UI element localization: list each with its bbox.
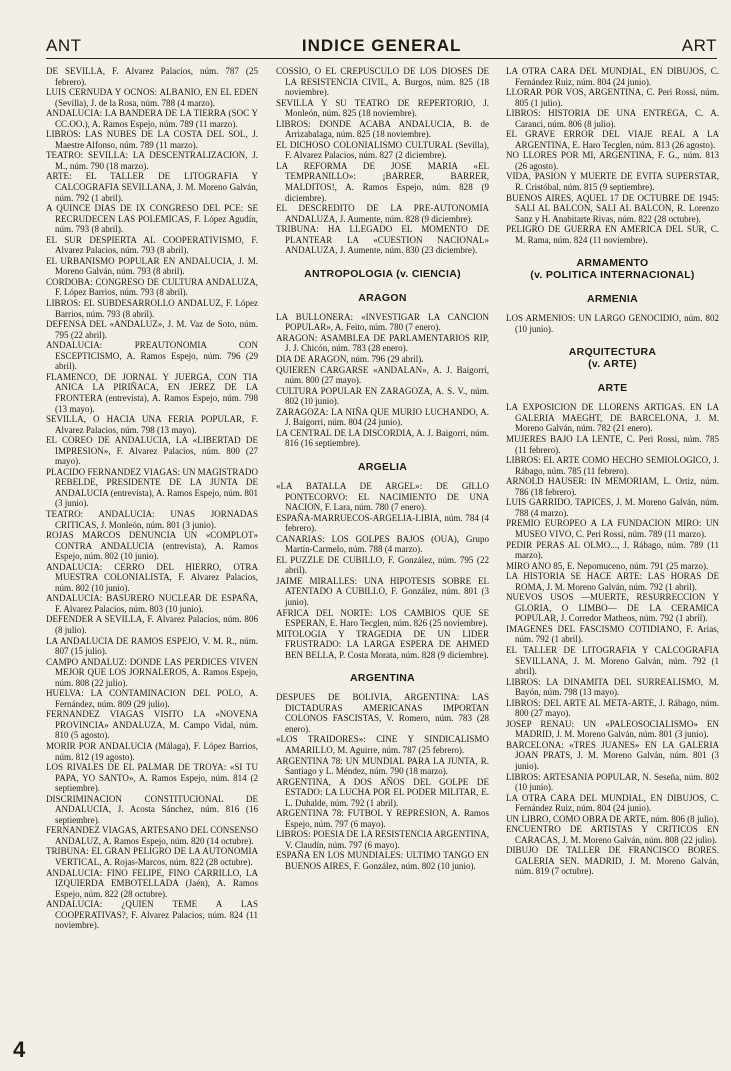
index-entry: ESPAÑA EN LOS MUNDIALES: ULTIMO TANGO EN BUENOS AIRES, F. González, núm. 802 (10 junio). bbox=[276, 850, 489, 871]
index-entry: UN LIBRO, COMO OBRA DE ARTE, núm. 806 (8 julio). bbox=[506, 813, 719, 824]
index-entry: LA HISTORIA SE HACE ARTE: LAS HORAS DE ROMA, J. M. Moreno Galván, núm. 792 (1 abril). bbox=[506, 571, 719, 592]
index-entry: BUENOS AIRES, AQUEL 17 DE OCTUBRE DE 1945: SALI AL BALCON, SALI AL BALCON, R. Lorenzo Sanz y H. Anabitarte Rivas, núm. 822 (28 octubre). bbox=[506, 192, 719, 224]
index-entry: LA OTRA CARA DEL MUNDIAL, EN DIBUJOS, C. Fernández Ruiz, núm. 804 (24 junio). bbox=[506, 792, 719, 814]
page-title: INDICE GENERAL bbox=[301, 36, 462, 55]
index-entry: AFRICA DEL NORTE: LOS CAMBIOS QUE SE ESPERAN, E. Haro Tecglen, núm. 826 (25 noviembre). bbox=[276, 607, 489, 629]
index-entry: ANDALUCIA: CERRO DEL HIERRO, OTRA MUESTRA COLONIALISTA, F. Alvarez Palacios, núm. 802 (10 junio). bbox=[46, 561, 258, 593]
index-entry: NO LLORES POR MI, ARGENTINA, F. G., núm. 813 (26 agosto). bbox=[506, 150, 719, 171]
index-entry: LA BULLONERA: «INVESTIGAR LA CANCION POPULAR», A. Feito, núm. 780 (7 enero). bbox=[276, 311, 489, 333]
entry-list bbox=[276, 692, 489, 871]
index-entry: ENCUENTRO DE ARTISTAS Y CRITICOS EN CARACAS, J. M. Moreno Galván, núm. 808 (22 julio). bbox=[506, 824, 719, 845]
index-entry: LUIS CERNUDA Y OCNOS: ALBANIO, EN EL EDEN (Sevilla), J. de la Rosa, núm. 788 (4 marzo). bbox=[46, 87, 258, 108]
index-entry: LIBROS: DONDE ACABA ANDALUCIA, B. de Arrizabalaga, núm. 825 (18 noviembre). bbox=[276, 118, 489, 140]
index-entry: LOS RIVALES DE EL PALMAR DE TROYA: «SI TU PAPA, YO SANTO», A. Ramos Espejo, núm. 814 (2 septiembre). bbox=[46, 762, 258, 794]
index-entry: COSSIO, O EL CREPUSCULO DE LOS DIOSES DE LA RESISTENCIA CIVIL, A. Burgos, núm. 825 (18 noviembre). bbox=[276, 66, 489, 98]
index-entry: CULTURA POPULAR EN ZARAGOZA, A. S. V., núm. 802 (10 junio). bbox=[276, 385, 489, 407]
index-entry: «LA BATALLA DE ARGEL»: DE GILLO PONTECORVO: EL NACIMIENTO DE UNA NACION, F. Lara, núm. 780 (7 enero). bbox=[276, 480, 489, 513]
index-entry: LIBROS: LAS NUBES DE LA COSTA DEL SOL, J. Maestre Alfonso, núm. 789 (11 marzo). bbox=[46, 129, 258, 150]
index-entry: LIBROS: EL SUBDESARROLLO ANDALUZ, F. López Barrios, núm. 793 (8 abril). bbox=[46, 298, 258, 319]
heading-line: ARQUITECTURA bbox=[568, 346, 657, 359]
index-entry: LIBROS: ARTESANIA POPULAR, N. Seseña, núm. 802 (10 junio). bbox=[506, 771, 719, 793]
index-entry: PREMIO EUROPEO A LA FUNDACION MIRO: UN MUSEO VIVO, C. Peri Rossi, núm. 789 (11 marzo). bbox=[506, 518, 719, 539]
section-heading-aragon: ARAGON bbox=[358, 291, 407, 304]
entry-list bbox=[506, 313, 719, 334]
index-entry: ZARAGOZA: LA NIÑA QUE MURIO LUCHANDO, A. J. Baigorri, núm. 804 (24 junio). bbox=[276, 406, 489, 428]
index-entry: TEATRO: ANDALUCIA: UNAS JORNADAS CRITICAS, J. Monleón, núm. 801 (3 junio). bbox=[46, 508, 258, 530]
index-entry: EL URBANISMO POPULAR EN ANDALUCIA, J. M. Moreno Galván, núm. 793 (8 abril). bbox=[46, 255, 258, 277]
index-entry: PLACIDO FERNANDEZ VIAGAS: UN MAGISTRADO REBELDE, PRESIDENTE DE LA JUNTA DE ANDALUCIA (entrevista), A. Ramos Espejo, núm. 801 (3 junio). bbox=[46, 466, 258, 509]
index-entry: LIBROS: POESIA DE LA RESISTENCIA ARGENTINA, V. Claudín, núm. 797 (6 mayo). bbox=[276, 829, 489, 850]
index-entry: ARTE: EL TALLER DE LITOGRAFIA Y CALCOGRAFIA SEVILLANA, J. M. Moreno Galván, núm. 792 (1 abril). bbox=[46, 171, 258, 203]
index-entry: PEDIR PERAS AL OLMO..., J. Rábago, núm. 789 (11 marzo). bbox=[506, 539, 719, 561]
index-entry: «LOS TRAIDORES»: CINE Y SINDICALISMO AMARILLO, M. Aguirre, núm. 787 (25 febrero). bbox=[276, 734, 489, 755]
index-entry: EL COREO DE ANDALUCIA, LA «LIBERTAD DE IMPRESION», F. Alvarez Palacios, núm. 800 (27 mayo). bbox=[46, 435, 258, 467]
index-entry: LIBROS: LA DINAMITA DEL SURREALISMO, M. Bayón, núm. 798 (13 mayo). bbox=[506, 676, 719, 698]
index-entry: LA ANDALUCIA DE RAMOS ESPEJO, V. M. R., núm. 807 (15 julio). bbox=[46, 635, 258, 657]
index-entry: BARCELONA: «TRES JUANES» EN LA GALERIA JOAN PRATS, J. M. Moreno Galván, núm. 801 (3 junio). bbox=[506, 739, 719, 771]
index-entry: HUELVA: LA CONTAMINACION DEL POLO, A. Fernández, núm. 809 (29 julio). bbox=[46, 688, 258, 709]
index-entry: DIA DE ARAGON, núm. 796 (29 abril). bbox=[276, 354, 424, 365]
index-entry: FERNANDEZ VIAGAS VISITO LA «NOVENA PROVINCIA» ANDALUZA, M. Campo Vidal, núm. 810 (5 agosto). bbox=[46, 709, 258, 741]
header-left-keyword: ANT bbox=[46, 36, 82, 55]
index-entry: LIBROS: EL ARTE COMO HECHO SEMIOLOGICO, J. Rábago, núm. 785 (11 febrero). bbox=[506, 455, 719, 476]
index-entry: QUIEREN CARGARSE «ANDALAN», A. J. Baigorri, núm. 800 (27 mayo). bbox=[276, 364, 489, 386]
index-entry: ARAGON: ASAMBLEA DE PARLAMENTARIOS RIP, J. J. Chicón, núm. 783 (28 enero). bbox=[276, 332, 489, 354]
index-entry: JOSEP RENAU: UN «PALEOSOCIALISMO» EN MADRID, J. M. Moreno Galván, núm. 801 (3 junio). bbox=[506, 718, 719, 740]
index-entry: EL PUZZLE DE CUBILLO, F. González, núm. 795 (22 abril). bbox=[276, 554, 489, 576]
index-entry: IMAGENES DEL FASCISMO COTIDIANO, F. Arias, núm. 792 (1 abril). bbox=[506, 623, 719, 645]
index-entry: CANARIAS: LOS GOLPES BAJOS (OUA), Grupo Martín-Carmelo, núm. 788 (4 marzo). bbox=[276, 533, 489, 555]
index-entry: DEFENSA DEL «ANDALUZ», J. M. Vaz de Soto, núm. 795 (22 abril). bbox=[46, 319, 258, 340]
index-entry: LUIS GARRIDO. TAPICES, J. M. Moreno Galván, núm. 788 (4 marzo). bbox=[506, 497, 719, 518]
index-entry: LA REFORMA DE JOSE MARIA «EL TEMPRANILLO»: ¡BARRER, BARRER, MALDITOS!, A. Ramos Espejo, núm. 828 (9 diciembre). bbox=[276, 160, 489, 203]
index-entry: ESPAÑA-MARRUECOS-ARGELIA-LIBIA, núm. 784 (4 febrero). bbox=[276, 512, 489, 534]
index-entry: MITOLOGIA Y TRAGEDIA DE UN LIDER FRUSTRADO: LA LARGA ESPERA DE AHMED BEN BELLA, P. Costa Morata, núm. 828 (9 diciembre). bbox=[276, 628, 489, 660]
heading-line: (v. POLITICA INTERNACIONAL) bbox=[530, 269, 695, 282]
index-entry: EL TALLER DE LITOGRAFIA Y CALCOGRAFIA SEVILLANA, J. M. Moreno Galván, núm. 792 (1 abril). bbox=[506, 644, 719, 677]
index-entry: EL SUR DESPIERTA AL COOPERATIVISMO, F. Alvarez Palacios, núm. 793 (8 abril). bbox=[46, 234, 258, 256]
index-entry: VIDA, PASION Y MUERTE DE EVITA SUPERSTAR, R. Cristóbal, núm. 815 (9 septiembre). bbox=[506, 171, 719, 193]
index-entry: LOS ARMENIOS: UN LARGO GENOCIDIO, núm. 802 (10 junio). bbox=[506, 313, 719, 334]
index-entry: DISCRIMINACION CONSTITUCIONAL DE ANDALUCIA, J. Acosta Sánchez, núm. 816 (16 septiembre). bbox=[46, 793, 258, 825]
index-entry: ANDALUCIA: LA BANDERA DE LA TIERRA (SOC Y CC.OO.), A. Ramos Espejo, núm. 789 (11 marzo). bbox=[46, 108, 258, 129]
index-entry: MORIR POR ANDALUCIA (Málaga), F. López Barrios, núm. 812 (19 agosto). bbox=[46, 741, 258, 762]
index-entry: LA OTRA CARA DEL MUNDIAL, EN DIBUJOS, C. Fernández Ruiz, núm. 804 (24 junio). bbox=[506, 66, 719, 87]
index-entry: ANDALUCIA: PREAUTONOMIA CON ESCEPTICISMO, A. Ramos Espejo, núm. 796 (29 abril). bbox=[46, 340, 258, 372]
index-entry: EL DESCREDITO DE LA PRE-AUTONOMIA ANDALUZA, J. Aumente, núm. 828 (9 diciembre). bbox=[276, 203, 489, 224]
index-entry: TRIBUNA: HA LLEGADO EL MOMENTO DE PLANTEAR LA «CUESTION NACIONAL» ANDALUZA, J. Aumente, núm. 830 (23 diciembre). bbox=[276, 224, 489, 256]
index-entry: MUJERES BAJO LA LENTE, C. Peri Rossi, núm. 785 (11 febrero). bbox=[506, 434, 719, 455]
index-entry: ARGENTINA 78: UN MUNDIAL PARA LA JUNTA, R. Santiago y L. Méndez, núm. 790 (18 marzo). bbox=[276, 755, 489, 777]
section-heading-arquitectura bbox=[506, 346, 719, 370]
index-entry: ARNOLD HAUSER: IN MEMORIAM, L. Ortiz, núm. 786 (18 febrero). bbox=[506, 476, 719, 497]
heading-line: (v. ARTE) bbox=[588, 358, 637, 371]
index-entry: ARGENTINA 78: FUTBOL Y REPRESION, A. Ramos Espejo, núm. 797 (6 mayo). bbox=[276, 808, 489, 829]
entry-list bbox=[46, 66, 258, 931]
index-entry: JAIME MIRALLES: UNA HIPOTESIS SOBRE EL ATENTADO A CUBILLO, F. González, núm. 801 (3 junio). bbox=[276, 575, 489, 607]
section-heading-argentina: ARGENTINA bbox=[349, 672, 416, 685]
index-entry: EL DICHOSO COLONIALISMO CULTURAL (Sevilla), F. Alvarez Palacios, núm. 827 (2 diciembre). bbox=[276, 139, 489, 161]
index-entry: LA CENTRAL DE LA DISCORDIA, A. J. Baigorri, núm. 816 (16 septiembre). bbox=[276, 427, 489, 449]
entry-list bbox=[276, 481, 489, 660]
index-entry: FERNANDEZ VIAGAS, ARTESANO DEL CONSENSO ANDALUZ, A. Ramos Espejo, núm. 820 (14 octubre). bbox=[46, 825, 258, 846]
header-right-keyword: ART bbox=[681, 36, 717, 55]
index-entry: TRIBUNA: EL GRAN PELIGRO DE LA AUTONOMIA VERTICAL, A. Rojas-Marcos, núm. 822 (28 octubre). bbox=[46, 846, 258, 868]
column-2 bbox=[276, 66, 489, 1031]
index-entry: DE SEVILLA, F. Alvarez Palacios, núm. 787 (25 febrero). bbox=[46, 66, 258, 87]
index-entry: DEFENDER A SEVILLA, F. Alvarez Palacios, núm. 806 (8 julio). bbox=[46, 614, 258, 635]
index-entry: ANDALUCIA: BASURERO NUCLEAR DE ESPAÑA, F. Alvarez Palacios, núm. 803 (10 junio). bbox=[46, 593, 258, 614]
index-entry: ROJAS MARCOS DENUNCIA UN «COMPLOT» CONTRA ANDALUCIA (entrevista), A. Ramos Espejo, núm. 802 (10 junio). bbox=[46, 530, 258, 562]
index-entry: CORDOBA: CONGRESO DE CULTURA ANDALUZA, F. López Barrios, núm. 793 (8 abril). bbox=[46, 276, 258, 298]
index-entry: MIRO ANO 85, E. Nepomuceno, núm. 791 (25 marzo). bbox=[506, 560, 709, 571]
column-3 bbox=[506, 66, 719, 1031]
entry-list bbox=[276, 312, 489, 449]
index-entry: SEVILLA Y SU TEATRO DE REPERTORIO, J. Monleón, núm. 825 (18 noviembre). bbox=[276, 97, 489, 119]
index-entry: FLAMENCO, DE JORNAL Y JUERGA, CON TIA ANICA LA PIRIÑACA, EN JEREZ DE LA FRONTERA (entrevista), A. Ramos Espejo, núm. 798 (13 mayo). bbox=[46, 371, 258, 414]
index-entry: ANDALUCIA: ¿QUIEN TEME A LAS COOPERATIVAS?, F. Alvarez Palacios, núm. 824 (11 noviembre). bbox=[46, 899, 258, 931]
section-heading-armenia: ARMENIA bbox=[586, 293, 639, 306]
index-entry: LLORAR POR VOS, ARGENTINA, C. Peri Rossi, núm. 805 (1 julio). bbox=[506, 87, 719, 108]
page-header bbox=[46, 34, 717, 59]
entry-list bbox=[276, 66, 489, 256]
index-entry: ARGENTINA, A DOS AÑOS DEL GOLPE DE ESTADO: LA LUCHA POR EL PODER MILITAR, E. L. Duhalde, núm. 792 (1 abril). bbox=[276, 776, 489, 808]
entry-list bbox=[506, 402, 719, 877]
page-number: 4 bbox=[13, 1037, 26, 1062]
section-heading-armamento bbox=[506, 257, 719, 281]
index-entry: LA EXPOSICION DE LLORENS ARTIGAS. EN LA GALERIA MAEGHT, DE BARCELONA, J. M. Moreno Galván, núm. 782 (21 enero). bbox=[506, 402, 719, 434]
index-entry: TEATRO: SEVILLA: LA DESCENTRALIZACION, J. M., núm. 790 (18 marzo). bbox=[46, 150, 258, 171]
column-1 bbox=[46, 66, 258, 1031]
section-heading-antropologia: ANTROPOLOGIA (v. CIENCIA) bbox=[304, 267, 461, 280]
index-entry: LIBROS: HISTORIA DE UNA ENTREGA, C. A. Caranci, núm. 806 (8 julio). bbox=[506, 108, 719, 129]
index-entry: DESPUES DE BOLIVIA, ARGENTINA: LAS DICTADURAS AMERICANAS IMPORTAN COLONOS FASCISTAS, V. Romero, núm. 783 (28 enero). bbox=[276, 692, 489, 734]
heading-line: ARMAMENTO bbox=[576, 257, 649, 270]
index-entry: SEVILLA, O HACIA UNA FERIA POPULAR, F. Alvarez Palacios, núm. 798 (13 mayo). bbox=[46, 414, 258, 435]
index-entry: DIBUJO DE TALLER DE FRANCISCO BORES. GALERIA SEN. MADRID, J. M. Moreno Galván, núm. 819 (7 octubre). bbox=[506, 845, 719, 877]
entry-list bbox=[506, 66, 719, 245]
index-entry: ANDALUCIA: FINO FELIPE, FINO CARRILLO, LA IZQUIERDA EMBOTELLADA (Jaén), A. Ramos Espejo, núm. 822 (28 octubre). bbox=[46, 867, 258, 899]
index-entry: LIBROS: DEL ARTE AL META-ARTE, J. Rábago, núm. 800 (27 mayo). bbox=[506, 697, 719, 719]
section-heading-arte: ARTE bbox=[597, 382, 628, 395]
index-entry: CAMPO ANDALUZ: DONDE LAS PERDICES VIVEN MEJOR QUE LOS JORNALEROS, A. Ramos Espejo, núm. 808 (22 julio). bbox=[46, 656, 258, 688]
index-entry: EL GRAVE ERROR DEL VIAJE REAL A LA ARGENTINA, E. Haro Tecglen, núm. 813 (26 agosto). bbox=[506, 129, 719, 150]
section-heading-argelia: ARGELIA bbox=[357, 460, 408, 473]
index-entry: PELIGRO DE GUERRA EN AMERICA DEL SUR, C. M. Rama, núm. 824 (11 noviembre). bbox=[506, 224, 719, 245]
index-entry: A QUINCE DIAS DE IX CONGRESO DEL PCE: SE RECRUDECEN LAS POLEMICAS, F. López Agudín, núm. 793 (8 abril). bbox=[46, 203, 258, 235]
index-entry: NUEVOS USOS —MUERTE, RESURRECCION Y GLORIA, O LIMBO— DE LA CERAMICA POPULAR, J. Corredor Matheos, núm. 792 (1 abril). bbox=[506, 592, 719, 624]
